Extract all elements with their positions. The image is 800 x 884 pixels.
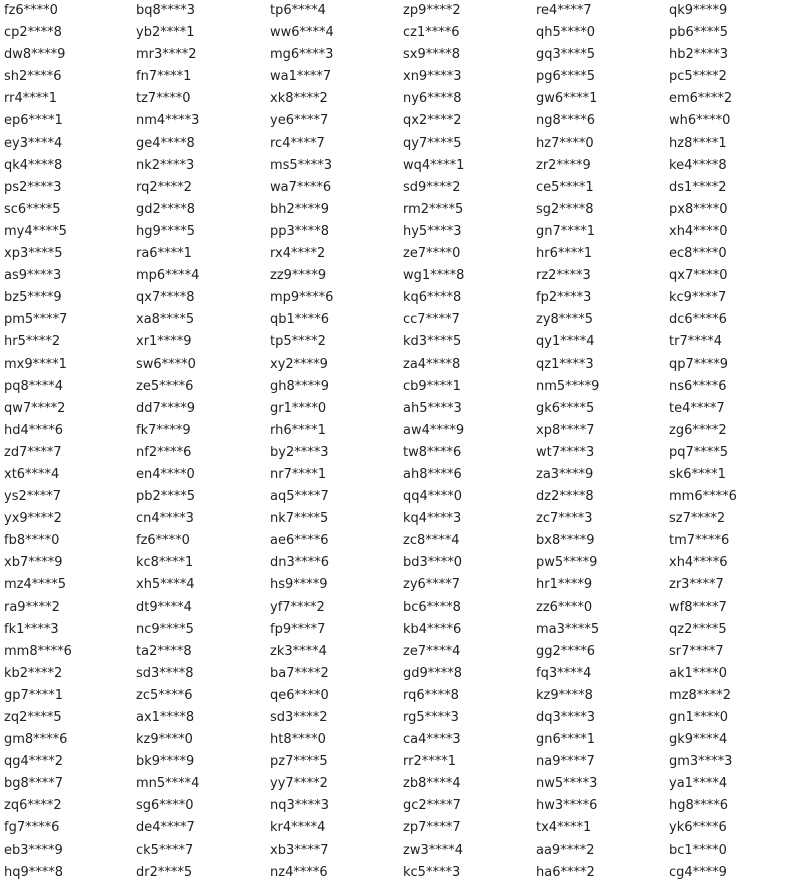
masked-id-cell: gk6****5 <box>536 400 595 416</box>
masked-id-cell: nm5****9 <box>536 378 600 394</box>
masked-id-cell: pz7****5 <box>270 754 328 770</box>
masked-id-cell: rc4****7 <box>270 135 325 151</box>
masked-id-cell: hr5****2 <box>4 334 61 350</box>
masked-id-cell: ra6****1 <box>136 246 192 262</box>
masked-id-cell: sd3****8 <box>136 665 194 681</box>
masked-id-cell: kz9****0 <box>136 732 193 748</box>
masked-id-cell: zw3****4 <box>403 842 463 858</box>
masked-id-cell: tm7****6 <box>669 533 730 549</box>
masked-id-cell: gc2****7 <box>403 798 461 814</box>
column-6 <box>669 0 800 884</box>
masked-id-cell: gq3****5 <box>536 47 596 63</box>
masked-id-cell: my4****5 <box>4 223 67 239</box>
masked-id-cell: qy7****5 <box>403 135 462 151</box>
masked-id-cell: tr7****4 <box>669 334 722 350</box>
masked-id-cell: kb4****6 <box>403 621 462 637</box>
masked-id-cell: ha6****2 <box>536 864 595 880</box>
masked-id-cell: mm6****6 <box>669 489 737 505</box>
masked-id-cell: sd9****2 <box>403 179 461 195</box>
masked-id-cell: kr4****4 <box>270 820 326 836</box>
masked-id-cell: xy2****9 <box>270 356 328 372</box>
column-3 <box>270 0 403 884</box>
masked-id-cell: hg8****6 <box>669 798 729 814</box>
masked-id-cell: xt6****4 <box>4 466 60 482</box>
masked-id-cell: qh5****0 <box>536 25 596 41</box>
masked-id-cell: gk9****4 <box>669 732 728 748</box>
masked-id-cell: tw8****6 <box>403 444 462 460</box>
masked-id-cell: sk6****1 <box>669 466 726 482</box>
masked-id-cell: aa9****2 <box>536 842 595 858</box>
masked-id-cell: nc9****5 <box>136 621 194 637</box>
masked-id-cell: gd9****8 <box>403 665 463 681</box>
masked-id-cell: qw7****2 <box>4 400 66 416</box>
masked-id-cell: as9****3 <box>4 268 62 284</box>
masked-id-cell: gn7****1 <box>536 223 596 239</box>
masked-id-cell: qk9****9 <box>669 3 728 18</box>
masked-id-cell: kq6****8 <box>403 290 462 306</box>
masked-id-cell: dq3****3 <box>536 710 596 725</box>
masked-id-cell: ak1****0 <box>669 665 728 681</box>
masked-id-cell: hr6****1 <box>536 246 593 262</box>
masked-id-cell: sd3****2 <box>270 710 328 725</box>
masked-id-cell: rr4****1 <box>4 91 58 107</box>
masked-id-cell: cb9****1 <box>403 378 461 394</box>
masked-id-cell: fp9****7 <box>270 621 326 637</box>
masked-id-cell: mg6****3 <box>270 47 334 63</box>
masked-id-cell: hy5****3 <box>403 223 462 239</box>
masked-id-cell: aw4****9 <box>403 422 465 438</box>
masked-id-cell: sr7****7 <box>669 643 724 659</box>
masked-id-cell: hz7****0 <box>536 135 594 151</box>
masked-id-cell: qx7****0 <box>669 268 728 284</box>
masked-id-cell: gd2****8 <box>136 201 196 217</box>
masked-id-cell: rq6****8 <box>403 687 459 703</box>
masked-id-cell: ec8****0 <box>669 246 727 262</box>
masked-id-cell: zc7****3 <box>536 511 593 527</box>
masked-id-cell: wg1****8 <box>403 268 465 284</box>
masked-id-cell: ns6****6 <box>669 378 727 394</box>
masked-id-cell: hq9****8 <box>4 864 64 880</box>
masked-id-cell: gw6****1 <box>536 91 598 107</box>
masked-id-cell: sg2****8 <box>536 201 594 217</box>
masked-id-cell: fk1****3 <box>4 621 59 637</box>
masked-id-cell: bd3****0 <box>403 555 463 571</box>
masked-id-cell: zc5****6 <box>136 687 193 703</box>
masked-id-cell: wa1****7 <box>270 69 332 85</box>
masked-id-cell: bc1****0 <box>669 842 727 858</box>
masked-id-cell: fq3****4 <box>536 665 592 681</box>
masked-id-cell: tz7****0 <box>136 91 191 107</box>
masked-id-cell: nq3****3 <box>270 798 330 814</box>
column-1 <box>4 0 136 884</box>
masked-id-cell: pb6****5 <box>669 25 729 41</box>
masked-id-cell: ax1****8 <box>136 710 195 725</box>
masked-id-cell: hb2****3 <box>669 47 729 63</box>
masked-id-cell: gm8****6 <box>4 732 68 748</box>
masked-id-cell: yk6****6 <box>669 820 727 836</box>
masked-id-cell: gg2****6 <box>536 643 596 659</box>
masked-id-cell: sc6****5 <box>4 201 61 217</box>
masked-id-cell: aq5****7 <box>270 489 329 505</box>
masked-id-cell: xh4****6 <box>669 555 728 571</box>
masked-id-cell: zz6****0 <box>536 599 593 615</box>
masked-id-cell: na9****7 <box>536 754 595 770</box>
masked-id-cell: dz2****8 <box>536 489 594 505</box>
masked-id-cell: kc8****1 <box>136 555 194 571</box>
masked-id-cell: eb3****9 <box>4 842 63 858</box>
masked-id-cell: za4****8 <box>403 356 461 372</box>
masked-id-cell: gh8****9 <box>270 378 330 394</box>
masked-id-cell: bq8****3 <box>136 3 196 18</box>
masked-id-cell: dt9****4 <box>136 599 192 615</box>
masked-id-cell: mp9****6 <box>270 290 334 306</box>
masked-id-cell: sz7****2 <box>669 511 726 527</box>
masked-id-cell: rg5****3 <box>403 710 459 725</box>
masked-id-cell: ca4****3 <box>403 732 461 748</box>
masked-id-cell: pg6****5 <box>536 69 596 85</box>
masked-id-cell: zr2****9 <box>536 157 591 173</box>
masked-id-cell: xn9****3 <box>403 69 462 85</box>
masked-id-cell: ma3****5 <box>536 621 600 637</box>
masked-id-cell: sg6****0 <box>136 798 194 814</box>
masked-id-cell: qb1****6 <box>270 312 330 328</box>
masked-id-cell: de4****7 <box>136 820 195 836</box>
masked-id-cell: ps2****3 <box>4 179 62 195</box>
masked-id-cell: nk7****5 <box>270 511 329 527</box>
masked-id-cell: dw8****9 <box>4 47 66 63</box>
masked-id-cell: tp6****4 <box>270 3 326 18</box>
masked-id-cell: zb8****4 <box>403 776 461 792</box>
column-2 <box>136 0 270 884</box>
masked-id-cell: te4****7 <box>669 400 725 416</box>
masked-id-cell: nk2****3 <box>136 157 195 173</box>
masked-id-cell: zy6****7 <box>403 577 461 593</box>
masked-id-cell: wh6****0 <box>669 113 731 129</box>
masked-id-cell: cp2****8 <box>4 25 62 41</box>
masked-id-cell: bz5****9 <box>4 290 62 306</box>
masked-id-cell: ae6****6 <box>270 533 329 549</box>
masked-id-cell: zy8****5 <box>536 312 594 328</box>
masked-id-cell: zp9****2 <box>403 3 461 18</box>
masked-id-cell: dd7****9 <box>136 400 196 416</box>
masked-id-cell: zq2****5 <box>4 710 62 725</box>
masked-id-cell: ys2****7 <box>4 489 62 505</box>
masked-id-cell: kz9****8 <box>536 687 593 703</box>
masked-id-cell: nw5****3 <box>536 776 598 792</box>
masked-id-cell: qz2****5 <box>669 621 727 637</box>
masked-id-cell: pq8****4 <box>4 378 64 394</box>
masked-id-cell: ep6****1 <box>4 113 63 129</box>
masked-id-cell: ah8****6 <box>403 466 462 482</box>
masked-id-cell: bg8****7 <box>4 776 64 792</box>
masked-id-cell: sw6****0 <box>136 356 196 372</box>
masked-id-cell: rx4****2 <box>270 246 326 262</box>
masked-id-cell: qy1****4 <box>536 334 595 350</box>
masked-id-cell: kb2****2 <box>4 665 63 681</box>
masked-id-cell: pm5****7 <box>4 312 68 328</box>
masked-id-cell: px8****0 <box>669 201 728 217</box>
masked-id-cell: pq7****5 <box>669 444 729 460</box>
masked-id-cell: gn6****1 <box>536 732 596 748</box>
masked-id-cell: cn4****3 <box>136 511 194 527</box>
masked-id-cell: ze7****4 <box>403 643 461 659</box>
masked-id-cell: kd3****5 <box>403 334 462 350</box>
masked-id-cell: xb3****7 <box>270 842 329 858</box>
masked-id-cell: gr1****0 <box>270 400 327 416</box>
masked-id-cell: cc7****7 <box>403 312 460 328</box>
masked-id-cell: ra9****2 <box>4 599 60 615</box>
masked-id-cell: en4****0 <box>136 466 195 482</box>
masked-id-cell: qk4****8 <box>4 157 63 173</box>
masked-id-cell: ke4****8 <box>669 157 727 173</box>
masked-id-cell: ba7****2 <box>270 665 329 681</box>
masked-id-cell: nr7****1 <box>270 466 327 482</box>
masked-id-cell: ze5****6 <box>136 378 194 394</box>
masked-id-cell: ht8****0 <box>270 732 326 748</box>
masked-id-cell: bk9****9 <box>136 754 195 770</box>
masked-id-cell: rq2****2 <box>136 179 192 195</box>
masked-id-cell: ny6****8 <box>403 91 462 107</box>
masked-id-cell: qq4****0 <box>403 489 463 505</box>
masked-id-cell: pp3****8 <box>270 223 330 239</box>
masked-id-cell: ge4****8 <box>136 135 195 151</box>
masked-id-cell: re4****7 <box>536 3 592 18</box>
masked-id-cell: bh2****9 <box>270 201 330 217</box>
masked-id-cell: nz4****6 <box>270 864 328 880</box>
masked-id-cell: rr2****1 <box>403 754 457 770</box>
masked-id-cell: sx9****8 <box>403 47 461 63</box>
masked-id-cell: hg9****5 <box>136 223 196 239</box>
masked-id-cell: qg4****2 <box>4 754 64 770</box>
masked-id-cell: zk3****4 <box>270 643 327 659</box>
masked-id-cell: wa7****6 <box>270 179 332 195</box>
masked-id-cell: dc6****6 <box>669 312 727 328</box>
masked-id-cell: xh5****4 <box>136 577 195 593</box>
masked-id-cell: xa8****5 <box>136 312 195 328</box>
masked-id-cell: yb2****1 <box>136 25 195 41</box>
masked-id-cell: wq4****1 <box>403 157 465 173</box>
masked-id-cell: mr3****2 <box>136 47 197 63</box>
masked-id-cell: fn7****1 <box>136 69 192 85</box>
masked-id-cell: zr3****7 <box>669 577 724 593</box>
masked-id-cell: by2****3 <box>270 444 329 460</box>
masked-id-cell: mz8****2 <box>669 687 732 703</box>
masked-id-cell: mm8****6 <box>4 643 72 659</box>
masked-id-cell: fz6****0 <box>4 3 58 18</box>
masked-id-cell: zp7****7 <box>403 820 461 836</box>
masked-id-cell: kq4****3 <box>403 511 462 527</box>
masked-id-cell: xh4****0 <box>669 223 728 239</box>
masked-id-cell: wt7****3 <box>536 444 595 460</box>
masked-id-cell: hz8****1 <box>669 135 727 151</box>
masked-id-cell: mp6****4 <box>136 268 200 284</box>
masked-id-cell: zq6****2 <box>4 798 62 814</box>
masked-id-cell: bc6****8 <box>403 599 461 615</box>
masked-id-cell: zd7****7 <box>4 444 62 460</box>
masked-id-cell: gp7****1 <box>4 687 64 703</box>
masked-id-cell: ya1****4 <box>669 776 728 792</box>
masked-id-cell: hr1****9 <box>536 577 593 593</box>
masked-id-cell: ds1****2 <box>669 179 727 195</box>
masked-id-cell: fk7****9 <box>136 422 191 438</box>
masked-id-cell: fg7****6 <box>4 820 60 836</box>
masked-id-cell: rh6****1 <box>270 422 326 438</box>
masked-id-cell: ce5****1 <box>536 179 594 195</box>
masked-id-cell: nm4****3 <box>136 113 200 129</box>
masked-id-cell: gn1****0 <box>669 710 729 725</box>
masked-id-cell: ms5****3 <box>270 157 332 173</box>
masked-id-cell: qe6****0 <box>270 687 329 703</box>
masked-id-cell: bx8****9 <box>536 533 595 549</box>
masked-id-cell: hw3****6 <box>536 798 598 814</box>
masked-id-cell: mn5****4 <box>136 776 200 792</box>
masked-id-cell: ck5****7 <box>136 842 194 858</box>
masked-id-cell: gm3****3 <box>669 754 733 770</box>
masked-id-cell: qp7****9 <box>669 356 729 372</box>
masked-id-cell: ww6****4 <box>270 25 334 41</box>
masked-id-cell: xp8****7 <box>536 422 595 438</box>
masked-id-cell: qz1****3 <box>536 356 594 372</box>
column-5 <box>536 0 669 884</box>
masked-id-cell: mz4****5 <box>4 577 67 593</box>
masked-id-cell: zz9****9 <box>270 268 327 284</box>
masked-id-cell: pw5****9 <box>536 555 598 571</box>
masked-id-cell: hs9****9 <box>270 577 328 593</box>
masked-id-cell: qx2****2 <box>403 113 462 129</box>
column-4 <box>403 0 536 884</box>
masked-id-cell: yx9****2 <box>4 511 62 527</box>
masked-id-cell: dn3****6 <box>270 555 330 571</box>
masked-id-cell: ng8****6 <box>536 113 596 129</box>
masked-id-cell: rz2****3 <box>536 268 591 284</box>
masked-id-cell: ey3****4 <box>4 135 63 151</box>
masked-id-cell: yf7****2 <box>270 599 325 615</box>
masked-id-cell: xb7****9 <box>4 555 63 571</box>
masked-id-cell: zg6****2 <box>669 422 727 438</box>
masked-id-cell: mx9****1 <box>4 356 67 372</box>
masked-id-cell: pc5****2 <box>669 69 727 85</box>
masked-id-cell: pb2****5 <box>136 489 196 505</box>
masked-id-cell: xr1****9 <box>136 334 192 350</box>
masked-id-cell: yy7****2 <box>270 776 328 792</box>
masked-id-cell: cg4****9 <box>669 864 727 880</box>
masked-id-cell: nf2****6 <box>136 444 192 460</box>
masked-id-cell: kc5****3 <box>403 864 461 880</box>
masked-id-cell: ta2****8 <box>136 643 192 659</box>
masked-id-cell: ze7****0 <box>403 246 461 262</box>
masked-id-cell: wf8****7 <box>669 599 727 615</box>
masked-id-cell: za3****9 <box>536 466 594 482</box>
masked-id-cell: xk8****2 <box>270 91 328 107</box>
masked-id-cell: rm2****5 <box>403 201 464 217</box>
masked-id-cell: fz6****0 <box>136 533 190 549</box>
masked-id-cell: ah5****3 <box>403 400 462 416</box>
masked-id-cell: tx4****1 <box>536 820 592 836</box>
masked-id-cell: hd4****6 <box>4 422 64 438</box>
masked-id-cell: fp2****3 <box>536 290 592 306</box>
masked-id-cell: dr2****5 <box>136 864 193 880</box>
masked-id-cell: em6****2 <box>669 91 733 107</box>
masked-id-cell: ye6****7 <box>270 113 329 129</box>
masked-id-cell: tp5****2 <box>270 334 326 350</box>
masked-id-cell: zc8****4 <box>403 533 460 549</box>
masked-id-cell: cz1****6 <box>403 25 460 41</box>
masked-id-cell: qx7****8 <box>136 290 195 306</box>
masked-id-cell: sh2****6 <box>4 69 62 85</box>
masked-id-cell: kc9****7 <box>669 290 727 306</box>
masked-id-cell: fb8****0 <box>4 533 60 549</box>
masked-id-cell: xp3****5 <box>4 246 63 262</box>
